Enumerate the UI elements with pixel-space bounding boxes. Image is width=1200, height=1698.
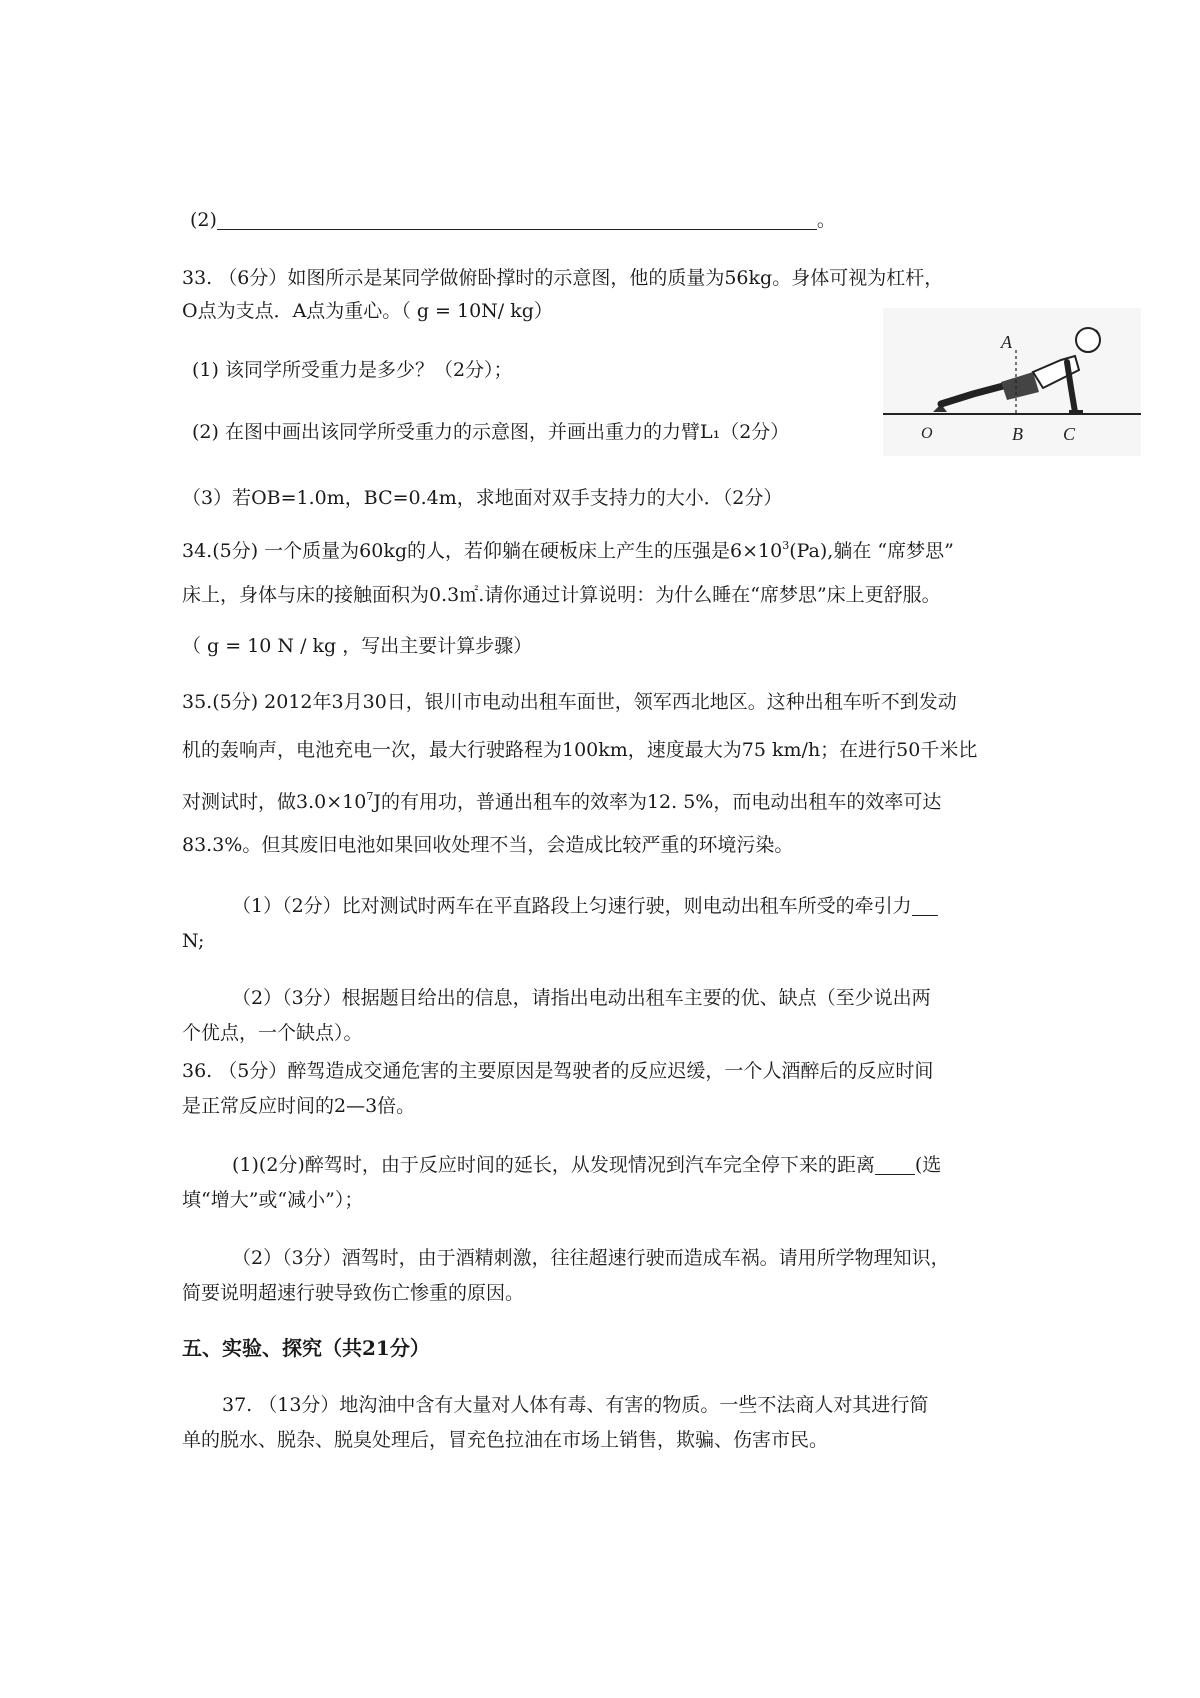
q33-line1: 33. （6分）如图所示是某同学做俯卧撑时的示意图，他的质量为56kg。身体可视为杠杆， <box>182 267 944 289</box>
q34-line1 <box>182 533 954 564</box>
pushup-diagram <box>883 308 1141 456</box>
q36-sub2-a: （2）（3分）酒驾时，由于酒精刺激，往往超速行驶而造成车祸。请用所学物理知识， <box>232 1247 950 1269</box>
answer-end: 。 <box>816 209 836 231</box>
q36-line2: 是正常反应时间的2—3倍。 <box>182 1095 416 1117</box>
q36-line1: 36. （5分）醉驾造成交通危害的主要原因是驾驶者的反应迟缓，一个人酒醉后的反应时间 <box>182 1060 934 1082</box>
q36-sub1-blank[interactable] <box>875 1154 915 1175</box>
q34-line1-sup: 3 <box>782 539 790 552</box>
q34-line1-a: 34.(5分) 一个质量为60kg的人，若仰躺在硬板床上产生的压强是6×10 <box>182 540 783 562</box>
q36-sub1-b: (选 <box>914 1154 942 1176</box>
label-C: C <box>1063 424 1076 444</box>
q36-sub1-c: 填“增大”或“减小”）； <box>182 1189 364 1211</box>
q35-sub1-unit: N; <box>182 930 205 952</box>
q33-sub1: (1) 该同学所受重力是多少？（2分）； <box>192 359 513 381</box>
q33-line2: O点为支点．A点为重心。（ g = 10N/ kg） <box>182 300 553 322</box>
q35-line4: 83.3%。但其废旧电池如果回收处理不当，会造成比较严重的环境污染。 <box>182 834 794 856</box>
section5-title: 五、实验、探究（共21分） <box>182 1336 430 1360</box>
q35-sub2-a: （2）（3分）根据题目给出的信息，请指出电动出租车主要的优、缺点（至少说出两 <box>232 987 931 1009</box>
q35-line3-a: 对测试时，做3.0×10 <box>182 791 367 813</box>
q35-sub1-blank[interactable] <box>912 895 938 916</box>
q37-line1: 37. （13分）地沟油中含有大量对人体有毒、有害的物质。一些不法商人对其进行简 <box>222 1394 929 1416</box>
q34-line2: 床上，身体与床的接触面积为0.3㎡.请你通过计算说明：为什么睡在“席梦思”床上更舒服。 <box>182 584 941 606</box>
pushup-figure <box>883 308 1141 456</box>
q33-sub3: （3）若OB=1.0m，BC=0.4m，求地面对双手支持力的大小．（2分） <box>182 487 783 509</box>
label-A: A <box>1001 332 1012 352</box>
q35-line1: 35.(5分) 2012年3月30日，银川市电动出租车面世，领军西北地区。这种出租车听不到发动 <box>182 691 957 713</box>
q36-sub1 <box>232 1152 941 1178</box>
q34-line3: （ g = 10 N / kg ，写出主要计算步骤） <box>182 635 533 657</box>
q35-line2: 机的轰响声，电池充电一次，最大行驶路程为100km，速度最大为75 km/h；在进行50千米比 <box>182 739 978 761</box>
q35-line3-b: J的有用功，普通出租车的效率为12. 5%，而电动出租车的效率可达 <box>373 791 942 813</box>
q36-sub2-b: 简要说明超速行驶导致伤亡惨重的原因。 <box>182 1282 525 1304</box>
q36-sub1-a: (1)(2分)醉驾时，由于反应时间的延长，从发现情况到汽车完全停下来的距离 <box>232 1154 875 1176</box>
q34-line1-b: (Pa),躺在 “席梦思” <box>789 540 954 562</box>
answer-label: (2) <box>190 209 217 231</box>
q35-sub2-b: 个优点，一个缺点）。 <box>182 1022 363 1044</box>
q35-line3 <box>182 784 941 815</box>
q37-line2: 单的脱水、脱杂、脱臭处理后，冒充色拉油在市场上销售，欺骗、伤害市民。 <box>182 1429 829 1451</box>
label-O: O <box>921 425 933 442</box>
answer-blank[interactable] <box>217 209 817 230</box>
q35-sub1 <box>232 893 938 919</box>
label-B: B <box>1012 424 1023 444</box>
answer-line-2 <box>190 207 836 233</box>
q35-sub1-text: （1）（2分）比对测试时两车在平直路段上匀速行驶，则电动出租车所受的牵引力 <box>232 895 912 917</box>
q33-sub2: (2) 在图中画出该同学所受重力的示意图，并画出重力的力臂L₁（2分） <box>192 421 790 443</box>
q35-line3-sup: 7 <box>366 790 374 803</box>
